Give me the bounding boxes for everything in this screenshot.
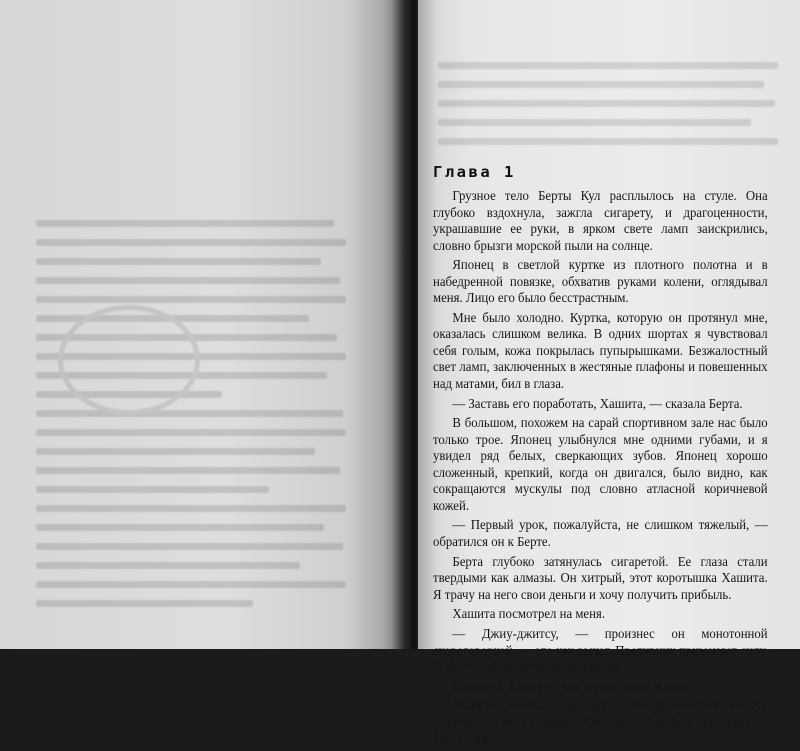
paragraph: Мне было холодно. Куртка, которую он протянул мне, оказалась слишком велика. В одних шортах я чувствовал себя голым, кожа покрылась пупырышками. Безжалостный свет ламп, заключенных в жестяные плафоны и повешенных над матами, бил в глаза. [433,309,768,391]
bleed-through-seal-shape [58,305,200,415]
paragraph: — Первый урок, пожалуйста, не слишком тяжелый, — обратился он к Берте. [433,517,768,549]
paragraph: Я кивнул. Кивок — вот чего от меня ждали. [452,678,692,694]
bleed-through-text-lines [438,62,778,157]
bleed-through-text-lines [36,220,346,619]
paragraph: Японец в светлой куртке из плотного полотна и в набедренной повязке, обхватив руками колени, оглядывал меня. Лицо его было бесстрастным. [433,257,768,306]
paragraph: Грузное тело Берты Кул расплылось на стуле. Она глубоко вздохнула, зажгла сигарету, и драгоценности, украшавшие ее руки, в ярком свете ламп заискрились, словно брызги морской пыли на солнце. [433,188,768,253]
paragraph: — Джиу-джитсу, — произнес он монотонной скороговоркой, — это как рычаг. Противник применяет силу. А вы только меняете направление. [433,626,768,674]
chapter-heading: Глава 1 [433,163,516,181]
paragraph: — Заставь его поработать, Хашита, — сказала Берта. [452,395,743,411]
paragraph: В большом, похожем на сарай спортивном зале нас было только трое. Японец улыбнулся мне одними губами, и я увидел ряд белых, сверкающих зубов. Японец хорошо сложенный, крепкий, когда он двигался, было видно, как сокращаются мускулы под словно атласной коричневой кожей. [433,415,768,513]
paragraph: Хашита посмотрел на меня. [452,606,606,622]
right-page-bleed-through [418,0,800,160]
paragraph: Берта глубоко затянулась сигаретой. Ее глаза стали твердыми как алмазы. Он хитрый, этот коротышка Хашита. Я трачу на него свои деньги и хочу получить прибыль. [433,553,768,602]
chapter-body-text [433,188,768,751]
paragraph: Хашита достал револьвер. Никелированный корпус потускнел, ствол заржавел. Он открыл барабан: револьвер не был заряжен. [433,698,768,747]
left-page-bleed-through [0,0,408,649]
